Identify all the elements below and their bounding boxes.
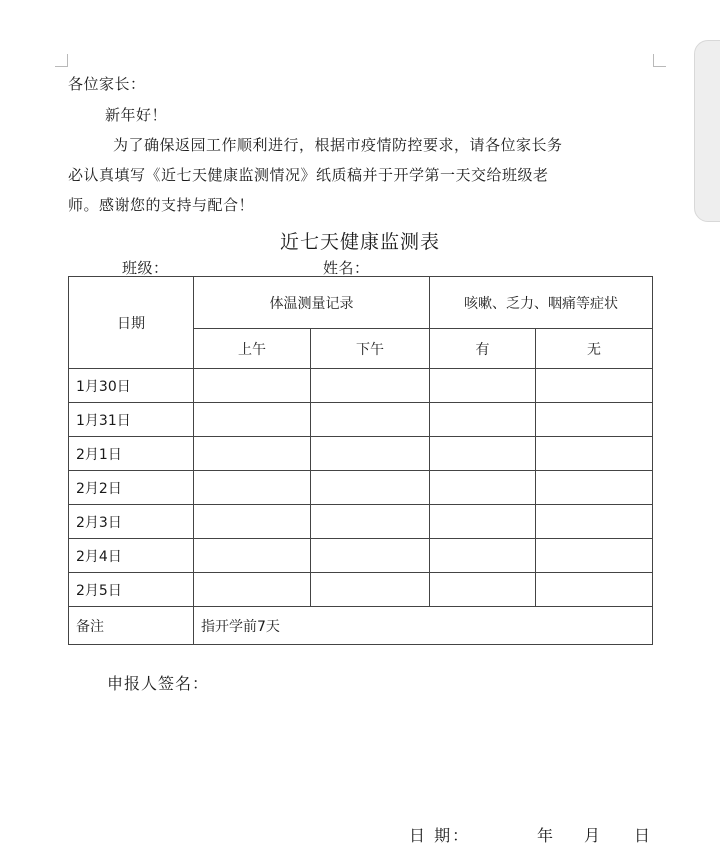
row-date: 2月3日 bbox=[69, 505, 194, 539]
remark-row bbox=[69, 607, 653, 645]
date-header: 日期 bbox=[69, 277, 194, 369]
day-label: 日 bbox=[634, 826, 651, 845]
symptom-no-cell[interactable] bbox=[536, 505, 653, 539]
new-year-text: 新年好！ bbox=[105, 106, 168, 124]
symptom-yes-cell[interactable] bbox=[430, 437, 536, 471]
symptom-yes-cell[interactable] bbox=[430, 573, 536, 607]
symptom-no-cell[interactable] bbox=[536, 471, 653, 505]
table-row bbox=[69, 505, 653, 539]
am-header: 上午 bbox=[194, 329, 311, 369]
row-date: 2月5日 bbox=[69, 573, 194, 607]
symptom-no-cell[interactable] bbox=[536, 437, 653, 471]
symptom-no-cell[interactable] bbox=[536, 573, 653, 607]
table-row bbox=[69, 437, 653, 471]
pm-temp-cell[interactable] bbox=[311, 505, 430, 539]
class-label: 班级： bbox=[122, 259, 169, 277]
pm-header: 下午 bbox=[311, 329, 430, 369]
table-row bbox=[69, 539, 653, 573]
year-label: 年 bbox=[537, 826, 554, 845]
table-row bbox=[69, 369, 653, 403]
name-label: 姓名： bbox=[323, 259, 370, 277]
pm-temp-cell[interactable] bbox=[311, 369, 430, 403]
page-corner-mark-left bbox=[55, 54, 68, 67]
notice-line-2: 必认真填写《近七天健康监测情况》纸质稿并于开学第一天交给班级老 bbox=[68, 166, 549, 184]
am-temp-cell[interactable] bbox=[194, 471, 311, 505]
symptom-header: 咳嗽、乏力、咽痛等症状 bbox=[430, 277, 653, 329]
symptom-yes-cell[interactable] bbox=[430, 539, 536, 573]
notice-line-3: 师。感谢您的支持与配合！ bbox=[68, 196, 255, 214]
date-label: 日 期： bbox=[409, 826, 471, 845]
table-row bbox=[69, 573, 653, 607]
symptom-no-cell[interactable] bbox=[536, 403, 653, 437]
symptom-no-cell[interactable] bbox=[536, 369, 653, 403]
symptom-yes-cell[interactable] bbox=[430, 471, 536, 505]
notice-line-1: 为了确保返园工作顺利进行，根据市疫情防控要求，请各位家长务 bbox=[113, 136, 563, 154]
side-scroll-panel[interactable] bbox=[694, 40, 720, 222]
month-label: 月 bbox=[584, 826, 601, 845]
am-temp-cell[interactable] bbox=[194, 573, 311, 607]
pm-temp-cell[interactable] bbox=[311, 403, 430, 437]
symptom-yes-header: 有 bbox=[430, 329, 536, 369]
pm-temp-cell[interactable] bbox=[311, 437, 430, 471]
row-date: 1月31日 bbox=[69, 403, 194, 437]
am-temp-cell[interactable] bbox=[194, 369, 311, 403]
symptom-yes-cell[interactable] bbox=[430, 505, 536, 539]
row-date: 2月1日 bbox=[69, 437, 194, 471]
symptom-no-cell[interactable] bbox=[536, 539, 653, 573]
symptom-yes-cell[interactable] bbox=[430, 403, 536, 437]
am-temp-cell[interactable] bbox=[194, 539, 311, 573]
temperature-header: 体温测量记录 bbox=[194, 277, 430, 329]
form-title: 近七天健康监测表 bbox=[279, 231, 440, 253]
page-corner-mark-right bbox=[653, 54, 666, 67]
remark-value: 指开学前7天 bbox=[194, 607, 653, 645]
table-row bbox=[69, 403, 653, 437]
am-temp-cell[interactable] bbox=[194, 437, 311, 471]
table-row bbox=[69, 471, 653, 505]
signature-label: 申报人签名： bbox=[107, 674, 210, 693]
row-date: 1月30日 bbox=[69, 369, 194, 403]
symptom-yes-cell[interactable] bbox=[430, 369, 536, 403]
greeting-text: 各位家长： bbox=[68, 75, 146, 93]
health-monitoring-table bbox=[68, 276, 653, 645]
remark-label: 备注 bbox=[69, 607, 194, 645]
row-date: 2月4日 bbox=[69, 539, 194, 573]
am-temp-cell[interactable] bbox=[194, 505, 311, 539]
am-temp-cell[interactable] bbox=[194, 403, 311, 437]
pm-temp-cell[interactable] bbox=[311, 539, 430, 573]
pm-temp-cell[interactable] bbox=[311, 573, 430, 607]
pm-temp-cell[interactable] bbox=[311, 471, 430, 505]
symptom-no-header: 无 bbox=[536, 329, 653, 369]
row-date: 2月2日 bbox=[69, 471, 194, 505]
